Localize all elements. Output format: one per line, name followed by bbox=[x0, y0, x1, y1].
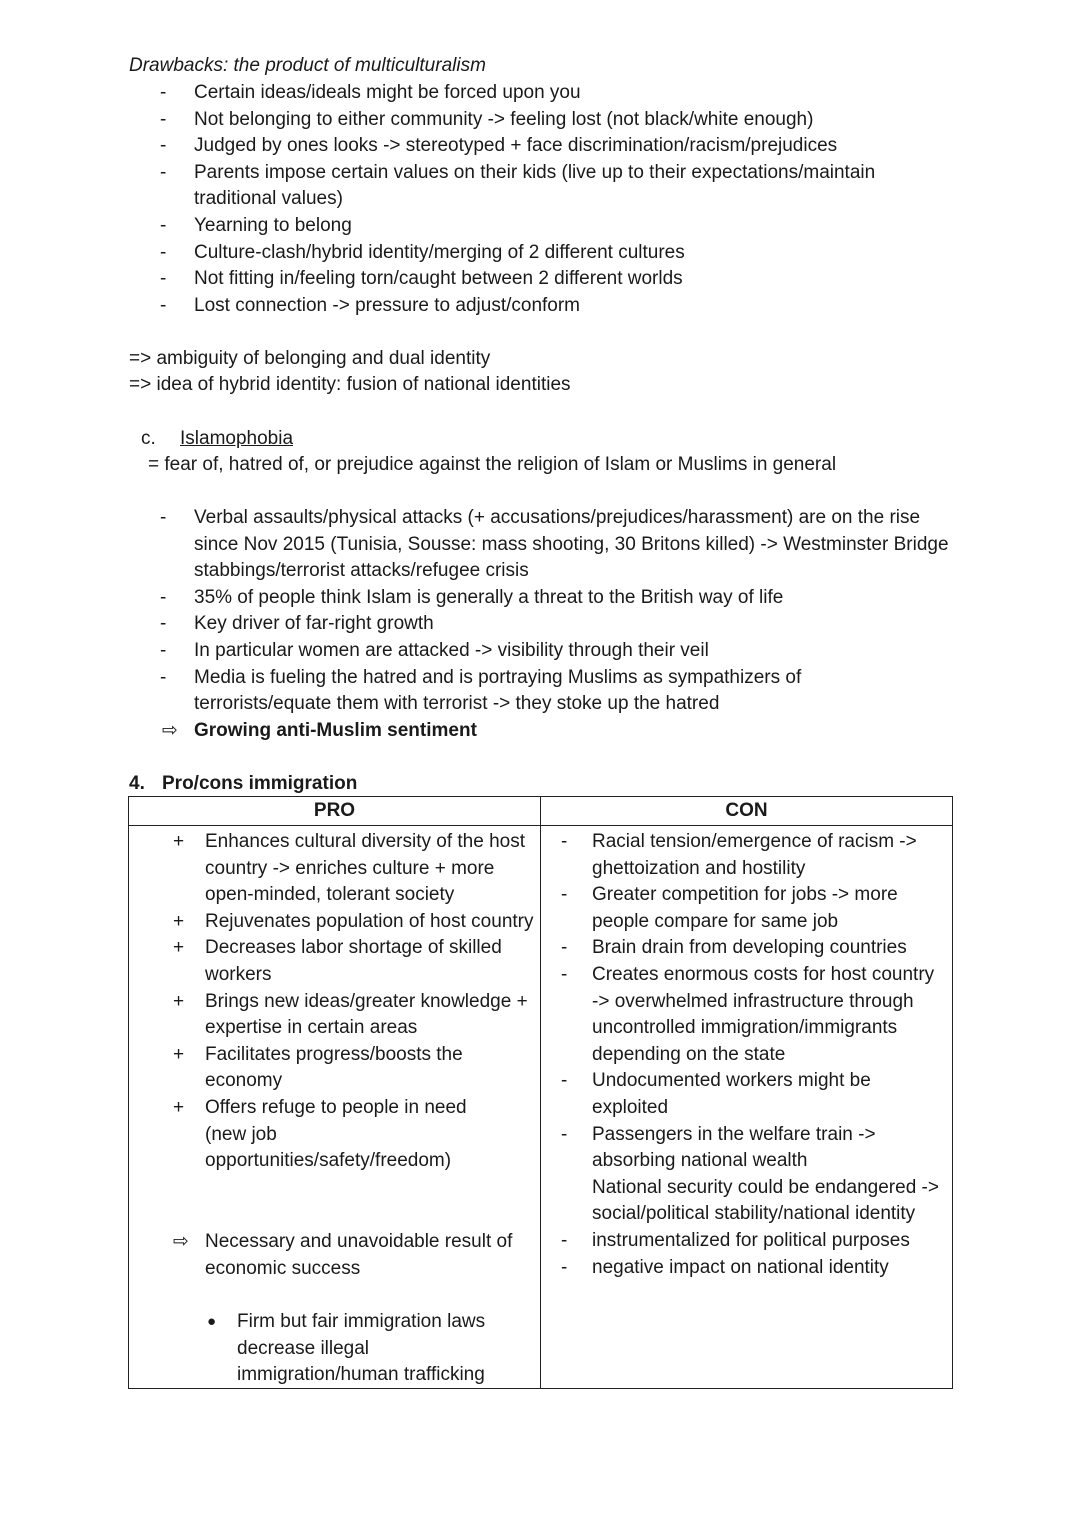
drawbacks-conclusion-2: => idea of hybrid identity: fusion of national identities bbox=[129, 374, 571, 395]
list-item: + Rejuvenates population of host country bbox=[173, 910, 534, 932]
con-header: CON bbox=[541, 797, 953, 826]
list-item: - Not fitting in/feeling torn/caught between 2 different worlds bbox=[160, 268, 683, 290]
drawbacks-conclusion-1: => ambiguity of belonging and dual identity bbox=[129, 348, 491, 369]
list-item: - Yearning to belong bbox=[160, 214, 352, 236]
list-item: - Culture-clash/hybrid identity/merging of 2 different cultures bbox=[160, 241, 685, 263]
con-list bbox=[561, 829, 947, 1281]
list-item: - Undocumented workers might be exploited bbox=[561, 1070, 871, 1118]
pro-bullet-item: ● Firm but fair immigration laws decrease illegal immigration/human trafficking bbox=[207, 1311, 486, 1386]
list-item: - Creates enormous costs for host country -> overwhelmed infrastructure through uncontrolled immigration/immigrants depending on the state bbox=[561, 963, 935, 1065]
section4-heading: 4. Pro/cons immigration bbox=[129, 773, 358, 794]
islamophobia-conclusion: ⇨ Growing anti-Muslim sentiment bbox=[162, 718, 477, 745]
list-item: - Media is fueling the hatred and is portraying Muslims as sympathizers of terrorists/equate them with terrorist -> they stoke up the hatred bbox=[160, 666, 802, 715]
list-item: - instrumentalized for political purposes bbox=[561, 1229, 910, 1251]
arrow-right-icon: ⇨ bbox=[173, 1231, 189, 1252]
islamophobia-heading bbox=[141, 426, 293, 453]
pro-conclusion: ⇨ Necessary and unavoidable result of economic success bbox=[173, 1231, 513, 1279]
drawbacks-heading: Drawbacks: the product of multiculturalism bbox=[129, 55, 486, 76]
list-item: - Lost connection -> pressure to adjust/conform bbox=[160, 294, 581, 316]
list-item: - Key driver of far-right growth bbox=[160, 613, 434, 635]
islamophobia-definition: = fear of, hatred of, or prejudice against the religion of Islam or Muslims in general bbox=[148, 454, 837, 475]
list-item: - Not belonging to either community -> feeling lost (not black/white enough) bbox=[160, 108, 814, 130]
list-item: - Certain ideas/ideals might be forced upon you bbox=[160, 82, 581, 103]
section-title: Islamophobia bbox=[180, 428, 294, 449]
pro-list bbox=[173, 829, 535, 1175]
con-cell bbox=[541, 826, 953, 1389]
bullet-icon: ● bbox=[207, 1313, 217, 1330]
pro-header: PRO bbox=[129, 797, 541, 826]
list-item: - In particular women are attacked -> visibility through their veil bbox=[160, 639, 709, 661]
list-item: + Facilitates progress/boosts the economy bbox=[173, 1043, 463, 1092]
list-item: - Parents impose certain values on their kids (live up to their expectations/maintain traditional values) bbox=[160, 161, 876, 210]
list-item: - negative impact on national identity bbox=[561, 1256, 889, 1278]
list-item: + Enhances cultural diversity of the host country -> enriches culture + more open-minded, tolerant society bbox=[173, 831, 526, 906]
section-letter: c. bbox=[141, 428, 156, 449]
list-item: - Brain drain from developing countries bbox=[561, 937, 907, 959]
list-item: + Offers refuge to people in need (new job opportunities/safety/freedom) bbox=[173, 1096, 467, 1172]
list-item: - Verbal assaults/physical attacks (+ accusations/prejudices/harassment) are on the rise since Nov 2015 (Tunisia, Sousse: mass shooting, 30 Britons killed) -> Westminster Bridge stabbings/terrorist attacks/refugee crisis bbox=[160, 507, 949, 582]
list-item: - Judged by ones looks -> stereotyped + face discrimination/racism/prejudices bbox=[160, 135, 838, 157]
list-item: - Greater competition for jobs -> more people compare for same job bbox=[561, 884, 898, 932]
list-item: - Passengers in the welfare train -> absorbing national wealth bbox=[561, 1123, 876, 1172]
pro-con-table bbox=[128, 796, 953, 1389]
list-item: - 35% of people think Islam is generally a threat to the British way of life bbox=[160, 586, 784, 608]
arrow-right-icon: ⇨ bbox=[162, 720, 178, 741]
list-item: + Decreases labor shortage of skilled workers bbox=[173, 937, 502, 985]
list-item: - Racial tension/emergence of racism -> ghettoization and hostility bbox=[561, 831, 917, 879]
pro-cell bbox=[129, 826, 541, 1389]
list-item: National security could be endangered -> social/political stability/national identity bbox=[592, 1176, 939, 1225]
drawbacks-list bbox=[160, 80, 954, 319]
list-item: + Brings new ideas/greater knowledge + expertise in certain areas bbox=[173, 990, 528, 1039]
islamophobia-list bbox=[160, 505, 959, 718]
